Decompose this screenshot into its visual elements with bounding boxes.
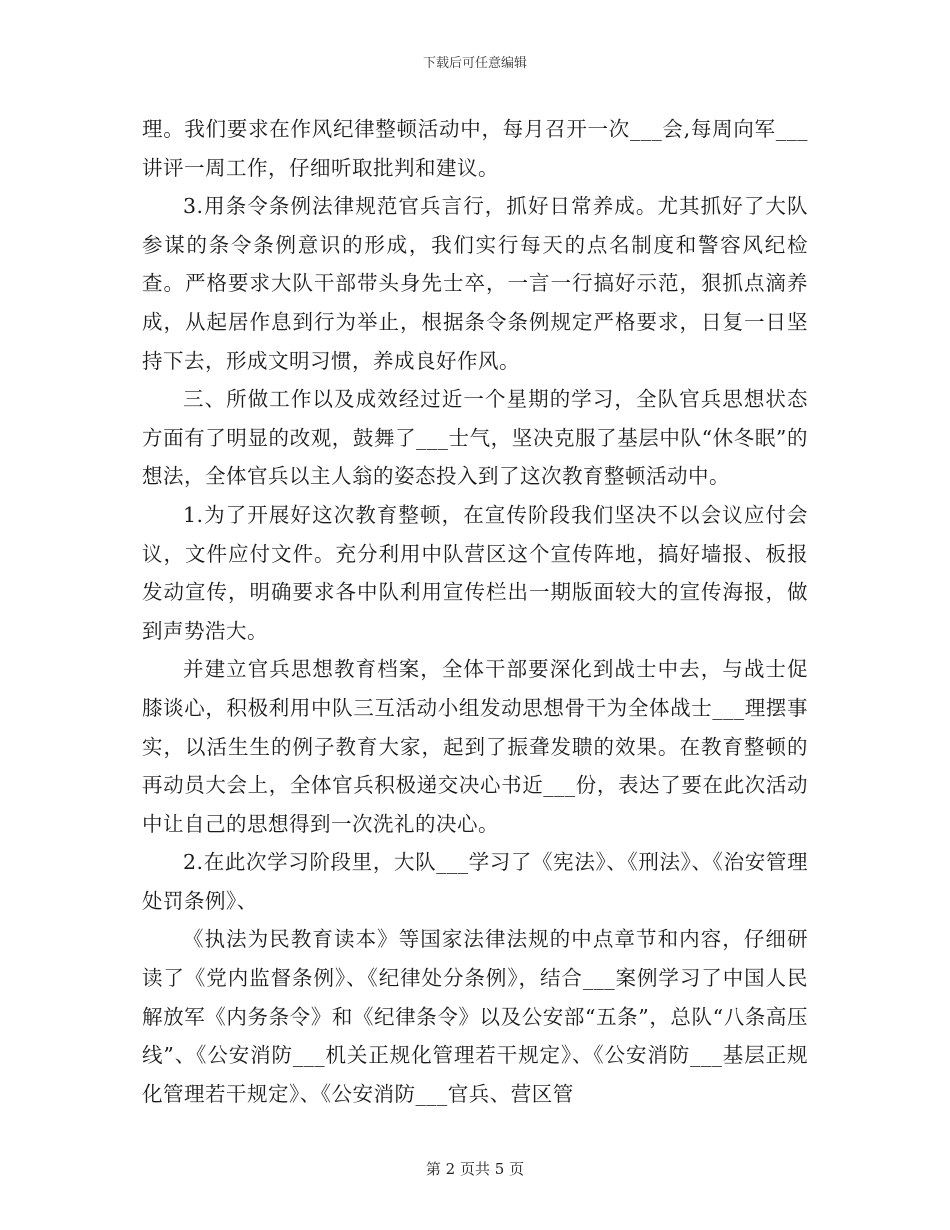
page-footer: 第 2 页共 5 页 — [425, 1160, 525, 1178]
paragraph-continuation: 理。我们要求在作风纪律整顿活动中，每月召开一次___会,每周向军___讲评一周工作，仔细听取批判和建议。 — [142, 117, 808, 180]
paragraph-regulations: 3.用条令条例法律规范官兵言行，抓好日常养成。尤其抓好了大队参谋的条令条例意识的形成，我们实行每天的点名制度和警容风纪检查。严格要求大队干部带头身先士卒，一言一行搞好示范，狠抓点滴养成，从起居作息到行为举止，根据条令条例规定严格要求，日复一日坚持下去，形成文明习惯，养成良好作风。 — [142, 194, 808, 373]
document-body — [142, 110, 808, 1113]
paragraph-study-stage: 2.在此次学习阶段里，大队___学习了《宪法》、《刑法》、《治安管理处罚条例》、 — [142, 850, 808, 913]
paragraph-results: 三、所做工作以及成效经过近一个星期的学习，全队官兵思想状态方面有了明显的改观，鼓舞了___士气，坚决克服了基层中队“休冬眠”的想法，全体官兵以主人翁的姿态投入到了这次教育整顿活动中。 — [142, 387, 808, 489]
paragraph-laws-list: 《执法为民教育读本》等国家法律法规的中点章节和内容，仔细研读了《党内监督条例》、《纪律处分条例》，结合___案例学习了中国人民解放军《内务条令》和《纪律条令》以及公安部“五条”，总队“八条高压线”、《公安消防___机关正规化管理若干规定》、《公安消防___基层正规化管理若干规定》、《公安消防___官兵、营区管 — [142, 927, 808, 1106]
paragraph-publicity: 1.为了开展好这次教育整顿，在宣传阶段我们坚决不以会议应付会议，文件应付文件。充分利用中队营区这个宣传阵地，搞好墙报、板报发动宣传，明确要求各中队利用宣传栏出一期版面较大的宣传海报，做到声势浩大。 — [142, 502, 808, 643]
paragraph-education-archive: 并建立官兵思想教育档案，全体干部要深化到战士中去，与战士促膝谈心，积极利用中队三互活动小组发动思想骨干为全体战士___理摆事实，以活生生的例子教育大家，起到了振聋发聩的效果。在教育整顿的再动员大会上，全体官兵积极递交决心书近___份，表达了要在此次活动中让自己的思想得到一次洗礼的决心。 — [142, 657, 808, 836]
page-header: 下载后可任意编辑 — [422, 56, 527, 71]
